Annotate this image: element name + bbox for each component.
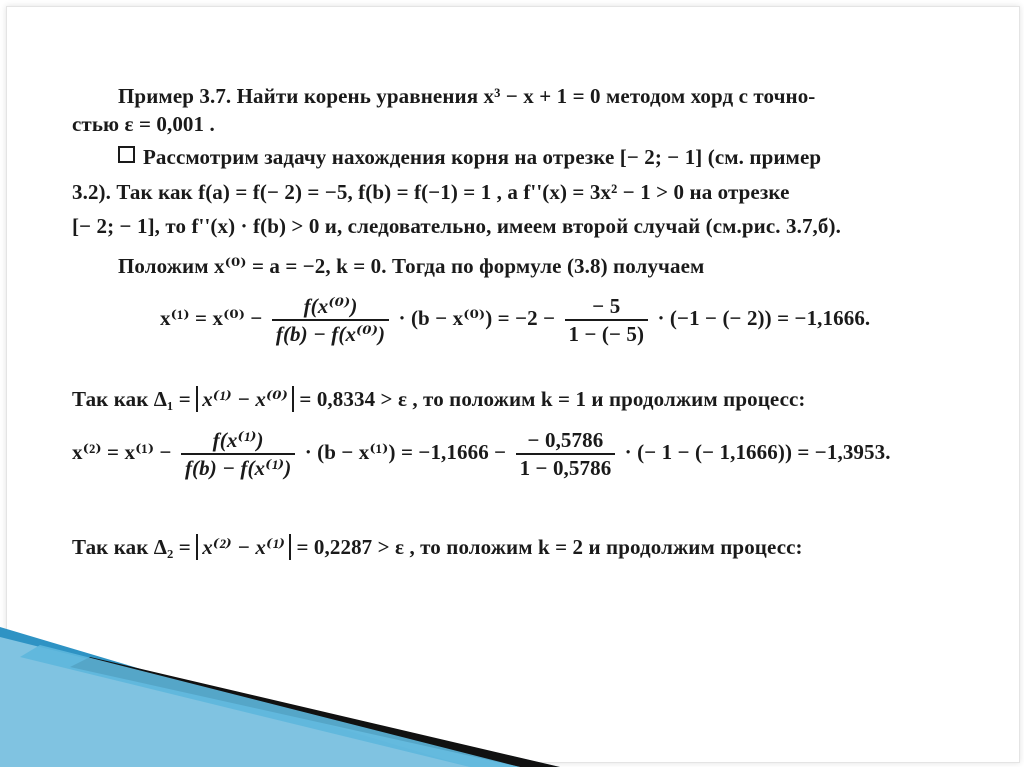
step-1-abs: x⁽¹⁾ − x⁽⁰⁾: [196, 386, 294, 412]
text-line-5: [− 2; − 1], то f''(x) · f(b) > 0 и, следовательно, имеем второй случай (см.рис. 3.7,б).: [72, 214, 841, 238]
formula-1: [160, 293, 870, 347]
formula-2-mid: · (b − x⁽¹⁾) = −1,1666 −: [304, 439, 507, 464]
step-2-pre: Так как Δ₂ =: [72, 535, 191, 559]
formula-1-denominator-2: 1 − (− 5): [568, 322, 645, 346]
step-2-abs: x⁽²⁾ − x⁽¹⁾: [196, 534, 291, 560]
formula-2-lhs: x⁽²⁾ = x⁽¹⁾ −: [72, 439, 172, 464]
text-line-3-content: Рассмотрим задачу нахождения корня на отрезке [− 2; − 1] (см. пример: [143, 145, 822, 169]
step-1-pre: Так как Δ₁ =: [72, 387, 191, 411]
formula-2-fraction: [181, 427, 295, 481]
step-2-post: = 0,2287 > ε , то положим k = 2 и продолжим процесс:: [296, 535, 803, 559]
step-2-line: [72, 534, 803, 560]
formula-2-numerator-2: − 0,5786: [516, 427, 616, 455]
text-line-2: стью ε = 0,001 .: [72, 112, 215, 136]
step-1-post: = 0,8334 > ε , то положим k = 1 и продолжим процесс:: [299, 387, 806, 411]
text-line-6: Положим x⁽⁰⁾ = a = −2, k = 0. Тогда по формуле (3.8) получаем: [118, 254, 705, 278]
formula-1-mid: · (b − x⁽⁰⁾) = −2 −: [398, 305, 556, 330]
formula-1-lhs: x⁽¹⁾ = x⁽⁰⁾ −: [160, 305, 263, 330]
slide-decoration: [0, 627, 1024, 767]
text-line-4: 3.2). Так как f(a) = f(− 2) = −5, f(b) = f(−1) = 1 , а f''(x) = 3x² − 1 > 0 на отрезке: [72, 180, 790, 204]
formula-1-denominator: f(b) − f(x⁽⁰⁾): [275, 322, 386, 346]
square-bullet-icon: [118, 146, 135, 163]
text-line-3: [118, 145, 821, 170]
formula-1-fraction-2: [565, 293, 649, 347]
formula-2-denominator-2: 1 − 0,5786: [519, 456, 612, 480]
formula-1-numerator-2: − 5: [565, 293, 649, 321]
formula-2-tail: · (− 1 − (− 1,1666)) = −1,3953.: [624, 439, 891, 464]
formula-2-fraction-2: [516, 427, 616, 481]
formula-2: [72, 427, 891, 481]
formula-1-tail: · (−1 − (− 2)) = −1,1666.: [657, 305, 871, 330]
formula-2-numerator: f(x⁽¹⁾): [181, 427, 295, 455]
formula-1-numerator: f(x⁽⁰⁾): [272, 293, 389, 321]
example-heading-line: Пример 3.7. Найти корень уравнения x³ − x + 1 = 0 методом хорд с точно-: [118, 84, 816, 108]
formula-1-fraction: [272, 293, 389, 347]
step-1-line: [72, 386, 806, 412]
formula-2-denominator: f(b) − f(x⁽¹⁾): [184, 456, 292, 480]
